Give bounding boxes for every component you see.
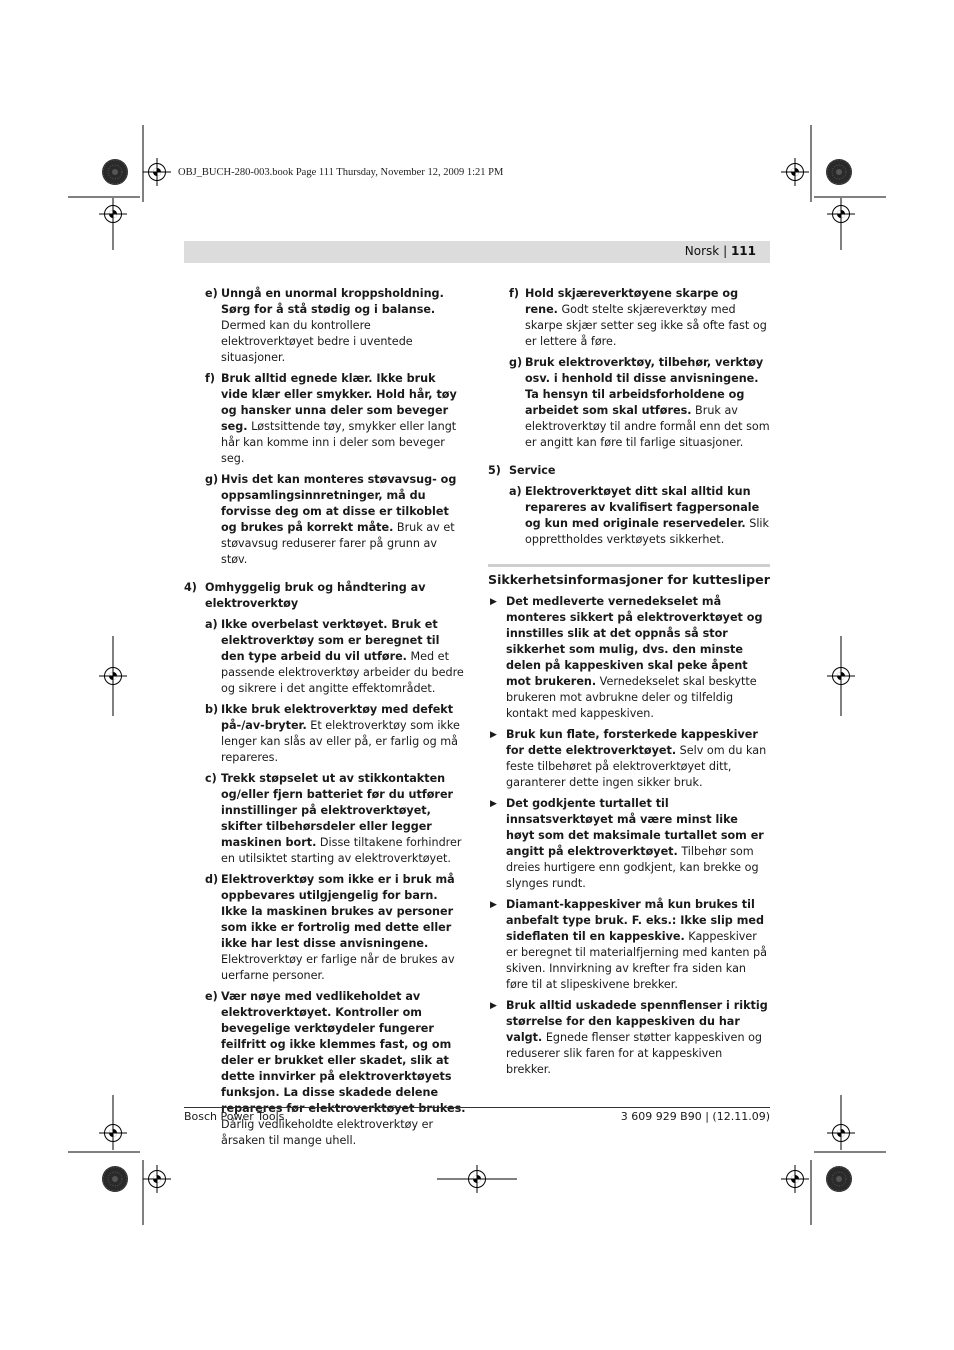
item-bold-text: Elektroverktøy som ikke er i bruk må oppbevares utilgjengelig for barn. Ikke la maskinen brukes av personer som ikke er fortrolig med dette eller ikke har lest disse anvisningene.	[221, 873, 455, 950]
item-label: b)	[205, 703, 219, 716]
item-text: Selv om du kan feste tilbehøret på elektroverktøyet ditt, garanterer dette ingen sikker bruk.	[506, 744, 767, 789]
item-text: Dermed kan du kontrollere elektroverktøyet bedre i uventede situasjoner.	[221, 319, 413, 364]
item-bold-text: Ikke bruk elektroverktøy med defekt på-/av-bryter.	[221, 703, 454, 732]
item-bold-text: Det godkjente turtallet til innsatsverktøyet må være minst like høyt som det maksimale turtallet som er angitt på elektroverktøyet.	[506, 797, 764, 858]
item-text: Tilbehør som dreies hurtigere enn godkjent, kan brekke og slynges rundt.	[506, 845, 759, 890]
list-item	[488, 594, 770, 722]
item-text: Kappeskiver er beregnet til materialfjerning med kanten på skiven. Innvirkning av krefter fra siden kan føre til at slipeskivene brekker.	[506, 930, 767, 991]
left-column	[184, 286, 466, 1154]
triangle-bullet-icon: ▶	[490, 1001, 497, 1011]
header-separator: |	[723, 244, 728, 258]
item-text: Elektroverktøy er farlige når de brukes av uerfarne personer.	[221, 953, 455, 982]
item-label: c)	[205, 772, 217, 785]
item-label: g)	[509, 356, 523, 369]
list-item	[184, 617, 466, 697]
heading-rule	[488, 564, 770, 588]
right-column	[488, 286, 770, 1083]
item-label: e)	[205, 990, 218, 1003]
item-text: Disse tiltakene forhindrer en utilsiktet starting av elektroverktøyet.	[221, 836, 462, 865]
item-text: Vernedekselet skal beskytte brukeren mot avbrukne deler og tilfeldig kontakt med kappeskiven.	[506, 675, 757, 720]
list-item	[488, 355, 770, 451]
section-number: 5)	[488, 464, 501, 477]
item-text: Slik opprettholdes verktøyets sikkerhet.	[525, 517, 770, 546]
item-bold-text: Bruk alltid egnede klær. Ikke bruk vide klær eller smykker. Hold hår, tøy og hansker unna deler som beveger seg.	[221, 372, 457, 433]
list-item	[184, 989, 466, 1149]
triangle-bullet-icon: ▶	[490, 799, 497, 809]
section-title: Omhyggelig bruk og håndtering av elektroverktøy	[205, 581, 426, 610]
item-bold-text: Unngå en unormal kroppsholdning. Sørg for å stå stødig og i balanse.	[221, 287, 444, 316]
triangle-bullet-icon: ▶	[490, 597, 497, 607]
item-label: a)	[205, 618, 218, 631]
footer-rule	[184, 1107, 770, 1108]
item-bold-text: Ikke overbelast verktøyet. Bruk et elektroverktøy som er beregnet til den type arbeid du vil utføre.	[221, 618, 440, 663]
section-heading	[184, 580, 466, 612]
footer-doc-number: 3 609 929 B90 | (12.11.09)	[620, 1110, 770, 1123]
item-bold-text: Bruk alltid uskadede spennflenser i riktig størrelse for den kappeskiven du har valgt.	[506, 999, 768, 1044]
item-text: Med et passende elektroverktøy arbeider du bedre og sikrere i det angitte effektområdet.	[221, 650, 464, 695]
item-label: e)	[205, 287, 218, 300]
list-item	[184, 771, 466, 867]
list-item	[184, 472, 466, 568]
page-header-text	[685, 244, 756, 258]
page-header	[184, 241, 770, 263]
item-text: Godt stelte skjæreverktøy med skarpe skjær setter seg ikke så ofte fast og er lettere å føre.	[525, 303, 767, 348]
item-text: Et elektroverktøy som ikke lenger kan slås av eller på, er farlig og må repareres.	[221, 719, 460, 764]
item-bold-text: Elektroverktøyet ditt skal alltid kun repareres av kvalifisert fagpersonale og kun med originale reservedeler.	[525, 485, 760, 530]
item-bold-text: Bruk elektroverktøy, tilbehør, verktøy osv. i henhold til disse anvisningene. Ta hensyn til arbeidsforholdene og arbeidet som skal utføres.	[525, 356, 764, 417]
list-item	[184, 286, 466, 366]
item-bold-text: Det medleverte vernedekselet må monteres sikkert på elektroverktøyet og innstilles slik at det oppnås så stor sikkerhet som mulig, dvs. den minste delen på kappeskiven skal peke åpent mot brukeren.	[506, 595, 763, 688]
list-item	[488, 727, 770, 791]
section-number: 4)	[184, 581, 197, 594]
item-label: f)	[205, 372, 215, 385]
item-bold-text: Trekk støpselet ut av stikkontakten og/eller fjern batteriet før du utfører innstillinger på elektroverktøyet, skifter tilbehørsdeler eller legger maskinen bort.	[221, 772, 454, 849]
list-item	[184, 371, 466, 467]
item-bold-text: Hold skjæreverktøyene skarpe og rene.	[525, 287, 739, 316]
item-text: Egnede flenser støtter kappeskiven og reduserer slik faren for at kappeskiven brekker.	[506, 1031, 763, 1076]
item-bold-text: Hvis det kan monteres støvavsug- og oppsamlingsinnretninger, må du forvisse deg om at disse er tilkoblet og brukes på korrekt måte.	[221, 473, 457, 534]
section-heading	[488, 463, 770, 479]
triangle-bullet-icon: ▶	[490, 730, 497, 740]
item-label: a)	[509, 485, 522, 498]
list-item	[184, 872, 466, 984]
item-label: f)	[509, 287, 519, 300]
language-label: Norsk	[684, 244, 720, 258]
item-label: d)	[205, 873, 219, 886]
print-info-line: OBJ_BUCH-280-003.book Page 111 Thursday, November 12, 2009 1:21 PM	[178, 167, 504, 178]
page-number: 111	[730, 244, 756, 258]
item-bold-text: Diamant-kappeskiver må kun brukes til anbefalt type bruk. F. eks.: Ikke slip med sideflaten til en kappeskive.	[506, 898, 764, 943]
list-item	[488, 897, 770, 993]
item-text: Løstsittende tøy, smykker eller langt hår kan komme inn i deler som beveger seg.	[221, 420, 457, 465]
item-text: Bruk av elektroverktøy til andre formål enn det som er angitt kan føre til farlige situasjoner.	[525, 404, 770, 449]
section-title: Service	[509, 464, 556, 477]
item-bold-text: Bruk kun flate, forsterkede kappeskiver for dette elektroverktøyet.	[506, 728, 758, 757]
footer-brand: Bosch Power Tools	[184, 1110, 285, 1123]
item-label: g)	[205, 473, 219, 486]
item-text: Bruk av et støvavsug reduserer farer på grunn av støv.	[221, 521, 455, 566]
section-title: Sikkerhetsinformasjoner for kuttesliper	[488, 572, 770, 587]
item-text: Dårlig vedlikeholdte elektroverktøy er årsaken til mange uhell.	[221, 1118, 434, 1147]
item-bold-text: Vær nøye med vedlikeholdet av elektroverktøyet. Kontroller om bevegelige verktøydeler fungerer feilfritt og ikke klemmes fast, og om deler er brukket eller skadet, slik at dette innvirker på elektroverktøyets funksjon. La disse skadede delene repareres før elektroverktøyet brukes.	[221, 990, 466, 1115]
list-item	[184, 702, 466, 766]
list-item	[488, 796, 770, 892]
list-item	[488, 998, 770, 1078]
list-item	[488, 484, 770, 548]
triangle-bullet-icon: ▶	[490, 900, 497, 910]
list-item	[488, 286, 770, 350]
